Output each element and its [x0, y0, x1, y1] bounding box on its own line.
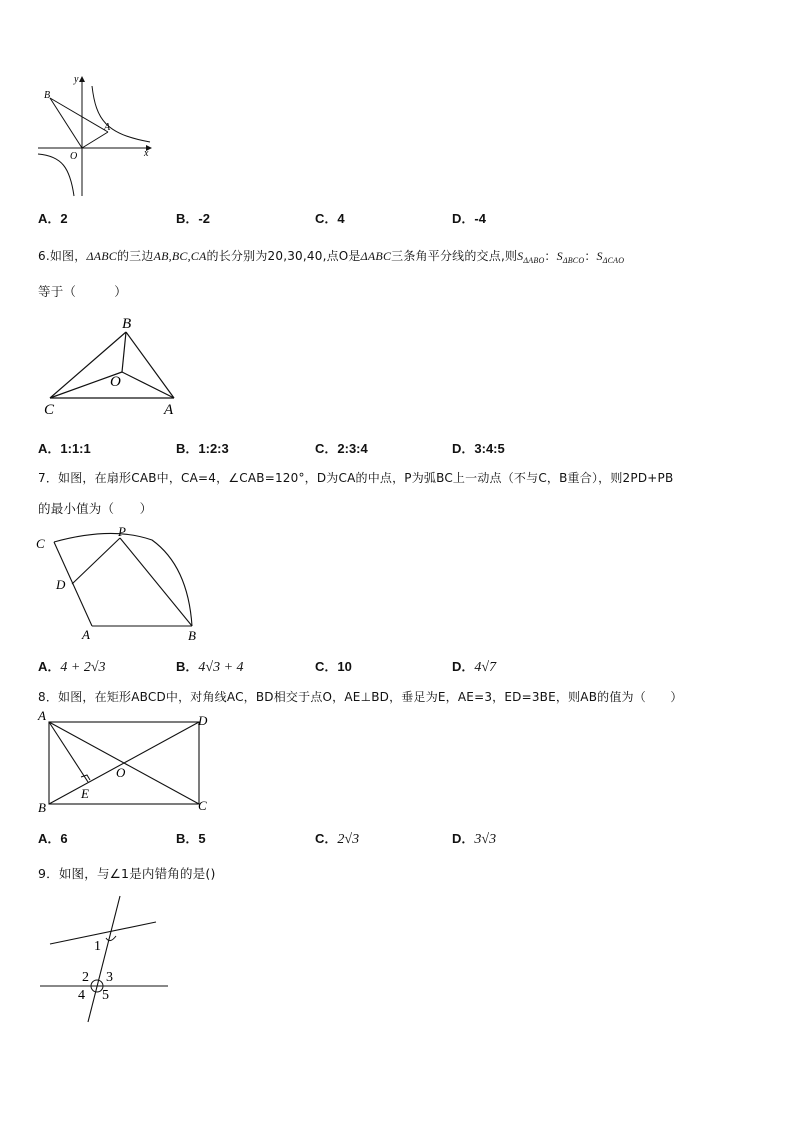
q9-label-5: 5 [102, 988, 109, 1003]
q7-label-b: B [188, 628, 196, 643]
q8-option-b[interactable]: B．5 [176, 831, 206, 846]
q9-label-3: 3 [106, 970, 113, 985]
q5-figure [36, 72, 156, 200]
q6-text-2: 的三边 [116, 249, 154, 263]
q7-label-p: P [118, 526, 126, 539]
q6-area-1: $S_{\Delta ABO}$ [517, 249, 545, 265]
q6-triangle-1: ΔABC [86, 249, 117, 263]
q5-option-b[interactable]: B．-2 [176, 211, 210, 226]
q7-label-a: A [82, 627, 90, 642]
q7-stem-line-1: 7．如图，在扇形CAB中，CA=4，∠CAB=120°，D为CA的中点，P为弧BC上一动点（不与C，B重合），则2PD+PB [38, 471, 674, 485]
q6-label-a: A [164, 402, 174, 418]
q8-figure [36, 708, 216, 814]
q6-text-4: 三条角平分线的交点,则 [391, 249, 518, 263]
q8-label-o: O [116, 765, 126, 780]
q8-label-d: D [198, 713, 208, 728]
q6-number: 6 [38, 249, 46, 263]
q7-option-a-expr: 4 + 2√3 [60, 660, 106, 675]
q8-label-c: C [198, 798, 207, 813]
q7-option-b-expr: 4√3 + 4 [198, 660, 244, 675]
q6-text-3: 的长分别为20,30,40,点O是 [206, 249, 361, 263]
q6-ratio-2: ： [584, 249, 597, 263]
q6-area-2: $S_{\Delta BCO}$ [556, 249, 585, 265]
q7-option-c[interactable]: C．10 [315, 659, 352, 674]
q7-option-d-expr: 4√7 [474, 660, 497, 675]
q7-label-c: C [36, 536, 45, 551]
q8-label-e: E [81, 786, 89, 801]
q5-label-b: B [44, 90, 51, 101]
q5-label-y: y [74, 74, 79, 85]
q6-option-d[interactable]: D．3:4:5 [452, 441, 505, 456]
q8-option-d[interactable]: D．3√3 [452, 831, 497, 847]
q7-option-d[interactable]: D．4√7 [452, 659, 497, 675]
q8-stem-line-1: 8．如图，在矩形ABCD中，对角线AC，BD相交于点O，AE⊥BD，垂足为E，AE=3，ED=3BE，则AB的值为（ ） [38, 690, 683, 704]
q8-option-a[interactable]: A．6 [38, 831, 68, 846]
q9-figure [36, 892, 176, 1028]
q7-option-a[interactable]: A．4 + 2√3 [38, 659, 106, 675]
q9-label-2: 2 [82, 970, 89, 985]
q6-area-3: $S_{\Delta CAO}$ [596, 249, 625, 265]
q5-label-a: A [104, 122, 111, 133]
q5-option-c[interactable]: C．4 [315, 211, 345, 226]
q6-ratio-1: ： [544, 249, 557, 263]
q6-option-c[interactable]: C．2:3:4 [315, 441, 368, 456]
q8-option-c[interactable]: C．2√3 [315, 831, 360, 847]
q6-stem-line-1 [38, 247, 624, 265]
q6-option-b[interactable]: B．1:2:3 [176, 441, 229, 456]
q8-option-c-expr: 2√3 [337, 832, 360, 847]
q6-figure [40, 314, 190, 418]
q8-option-d-expr: 3√3 [474, 832, 497, 847]
q6-option-a[interactable]: A．1:1:1 [38, 441, 91, 456]
q6-label-c: C [44, 402, 55, 418]
q6-triangle-2: ΔABC [360, 249, 392, 263]
q6-label-o: O [110, 374, 121, 390]
q9-stem-line-1: 9．如图，与∠1是内错角的是() [38, 866, 216, 881]
q8-label-a: A [38, 708, 46, 723]
q6-label-b: B [122, 316, 132, 332]
q9-label-4: 4 [78, 988, 85, 1003]
q8-label-b: B [38, 800, 46, 814]
q6-stem-line-2: 等于（ ） [38, 284, 127, 299]
q6-sides: AB,BC,CA [153, 249, 207, 263]
q5-label-o: O [70, 151, 78, 162]
q7-label-d: D [56, 577, 66, 592]
q5-label-x: x [144, 148, 149, 159]
q9-label-1: 1 [94, 939, 101, 954]
q7-figure [34, 526, 206, 644]
q6-text-1: .如图， [45, 249, 87, 263]
q5-option-d[interactable]: D．-4 [452, 211, 486, 226]
q7-option-b[interactable]: B．4√3 + 4 [176, 659, 244, 675]
q7-stem-line-2: 的最小值为（ ） [38, 501, 153, 516]
q5-option-a[interactable]: A．2 [38, 211, 68, 226]
